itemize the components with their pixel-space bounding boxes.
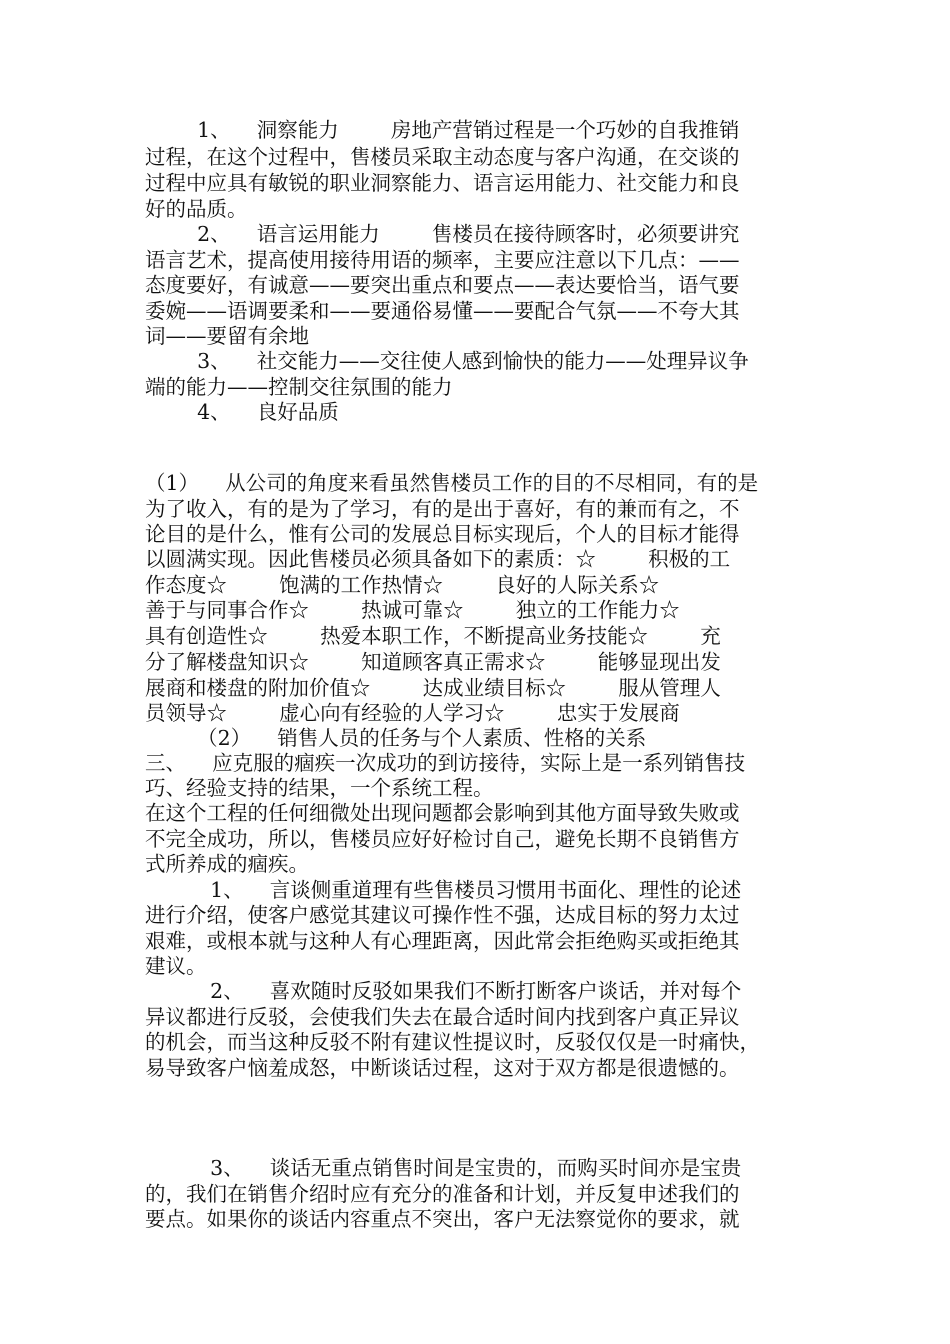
text-line: 式所养成的痼疾。 bbox=[145, 852, 309, 876]
text-line: 委婉——语调要柔和——要通俗易懂——要配合气氛——不夸大其 bbox=[145, 299, 740, 323]
text-line: 展商和楼盘的附加价值☆ 达成业绩目标☆ 服从管理人 bbox=[145, 676, 721, 700]
text-line: 进行介绍，使客户感觉其建议可操作性不强，达成目标的努力太过 bbox=[145, 903, 740, 927]
text-line: 2、 语言运用能力 售楼员在接待顾客时，必须要讲究 bbox=[145, 222, 740, 246]
text-line: 善于与同事合作☆ 热诚可靠☆ 独立的工作能力☆ bbox=[145, 598, 680, 622]
text-line: 过程中应具有敏锐的职业洞察能力、语言运用能力、社交能力和良 bbox=[145, 171, 740, 195]
text-line: 3、 谈话无重点销售时间是宝贵的，而购买时间亦是宝贵 bbox=[145, 1156, 742, 1180]
text-line: 好的品质。 bbox=[145, 197, 248, 221]
text-line: 异议都进行反驳，会使我们失去在最合适时间内找到客户真正异议 bbox=[145, 1005, 740, 1029]
text-line: 为了收入，有的是为了学习，有的是出于喜好，有的兼而有之，不 bbox=[145, 497, 740, 521]
text-line: 易导致客户恼羞成怒，中断谈话过程，这对于双方都是很遗憾的。 bbox=[145, 1056, 740, 1080]
text-line: 巧、经验支持的结果，一个系统工程。 bbox=[145, 776, 494, 800]
text-line: 的机会，而当这种反驳不附有建议性提议时，反驳仅仅是一时痛快， bbox=[145, 1030, 760, 1054]
text-line: 词——要留有余地 bbox=[145, 324, 309, 348]
text-line: 1、 洞察能力 房地产营销过程是一个巧妙的自我推销 bbox=[145, 118, 740, 142]
text-line: 在这个工程的任何细微处出现问题都会影响到其他方面导致失败或 bbox=[145, 801, 740, 825]
text-line: 论目的是什么，惟有公司的发展总目标实现后，个人的目标才能得 bbox=[145, 522, 740, 546]
text-line: 1、 言谈侧重道理有些售楼员习惯用书面化、理性的论述 bbox=[145, 878, 742, 902]
text-line: 过程，在这个过程中，售楼员采取主动态度与客户沟通，在交谈的 bbox=[145, 145, 740, 169]
text-line: 态度要好，有诚意——要突出重点和要点——表达要恰当，语气要 bbox=[145, 273, 740, 297]
text-line: 2、 喜欢随时反驳如果我们不断打断客户谈话，并对每个 bbox=[145, 979, 742, 1003]
text-line: 语言艺术，提高使用接待用语的频率，主要应注意以下几点：—— bbox=[145, 248, 740, 272]
text-line: 端的能力——控制交往氛围的能力 bbox=[145, 375, 453, 399]
text-line: 三、 应克服的痼疾一次成功的到访接待，实际上是一系列销售技 bbox=[145, 751, 746, 775]
text-line: 4、 良好品质 bbox=[145, 400, 339, 424]
text-line: 要点。如果你的谈话内容重点不突出，客户无法察觉你的要求，就 bbox=[145, 1207, 740, 1231]
text-line: 员领导☆ 虚心向有经验的人学习☆ 忠实于发展商 bbox=[145, 701, 680, 725]
text-line: 艰难，或根本就与这种人有心理距离，因此常会拒绝购买或拒绝其 bbox=[145, 929, 740, 953]
text-line: 具有创造性☆ 热爱本职工作，不断提高业务技能☆ 充 bbox=[145, 624, 721, 648]
text-line: 的，我们在销售介绍时应有充分的准备和计划，并反复申述我们的 bbox=[145, 1182, 740, 1206]
text-line: 建议。 bbox=[145, 954, 207, 978]
text-line: 分了解楼盘知识☆ 知道顾客真正需求☆ 能够显现出发 bbox=[145, 650, 721, 674]
text-line: （1） 从公司的角度来看虽然售楼员工作的目的不尽相同，有的是 bbox=[145, 471, 759, 495]
text-line: 以圆满实现。因此售楼员必须具备如下的素质：☆ 积极的工 bbox=[145, 547, 731, 571]
text-line: （2） 销售人员的任务与个人素质、性格的关系 bbox=[145, 726, 647, 750]
text-line: 3、 社交能力——交往使人感到愉快的能力——处理异议争 bbox=[145, 349, 749, 373]
text-line: 不完全成功，所以，售楼员应好好检讨自己，避免长期不良销售方 bbox=[145, 827, 740, 851]
text-line: 作态度☆ 饱满的工作热情☆ 良好的人际关系☆ bbox=[145, 573, 660, 597]
